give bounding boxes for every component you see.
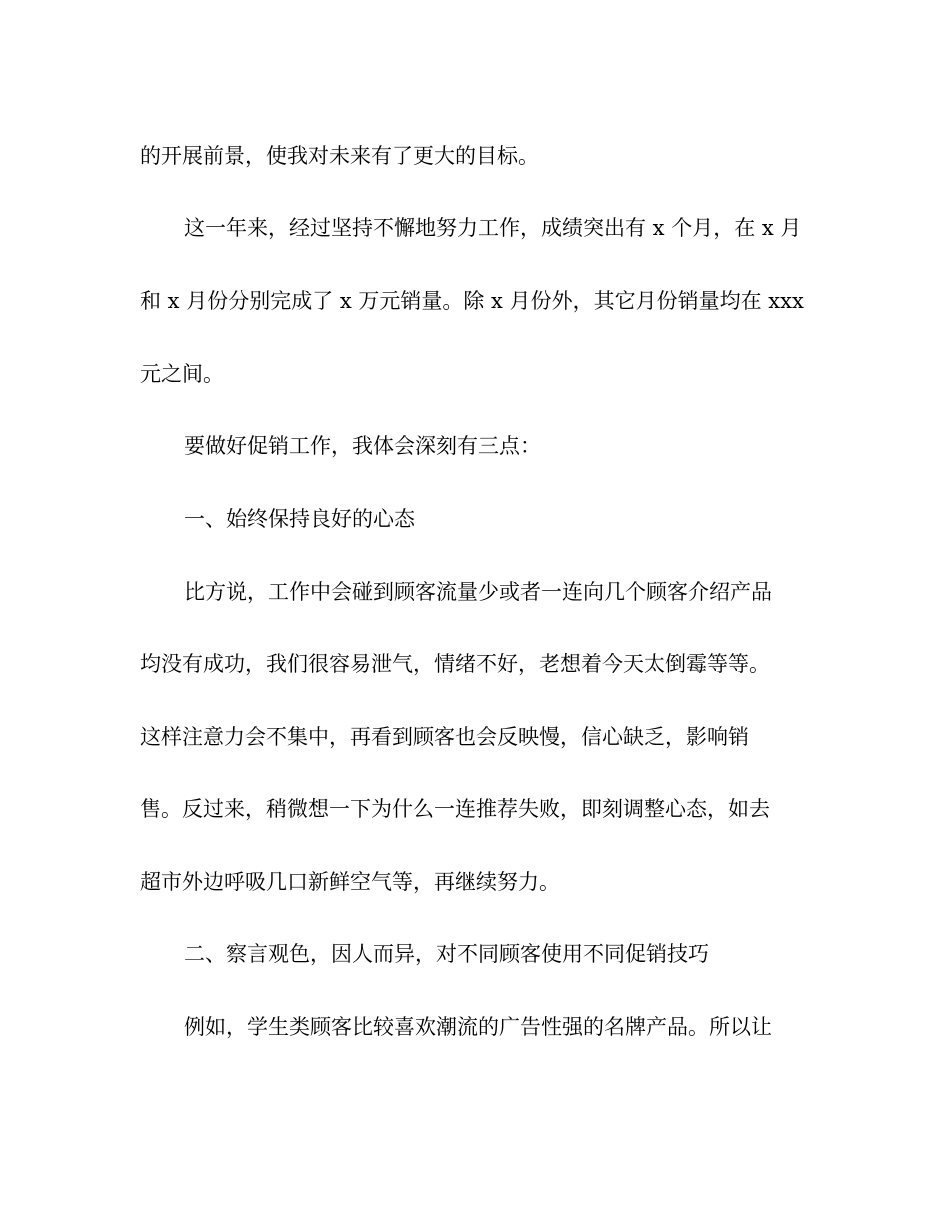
section-heading: 一、始终保持良好的心态 bbox=[184, 507, 415, 531]
paragraph-line: 比方说，工作中会碰到顾客流量少或者一连向几个顾客介绍产品 bbox=[184, 580, 772, 604]
paragraph-line: 元之间。 bbox=[140, 362, 224, 386]
paragraph-line: 售。反过来，稍微想一下为什么一连推荐失败，即刻调整心态，如去 bbox=[140, 797, 770, 821]
paragraph-line: 这样注意力会不集中，再看到顾客也会反映慢，信心缺乏，影响销 bbox=[140, 725, 749, 749]
paragraph-line: 和 x 月份分别完成了 x 万元销量。除 x 月份外，其它月份销量均在 xxx bbox=[140, 289, 804, 313]
paragraph-line: 超市外边呼吸几口新鲜空气等，再继续努力。 bbox=[140, 870, 560, 894]
paragraph-line: 要做好促销工作，我体会深刻有三点： bbox=[184, 434, 541, 458]
section-heading: 二、察言观色，因人而异，对不同顾客使用不同促销技巧 bbox=[184, 942, 709, 966]
paragraph-line: 这一年来，经过坚持不懈地努力工作，成绩突出有 x 个月，在 x 月 bbox=[184, 216, 802, 240]
paragraph-line: 均没有成功，我们很容易泄气，情绪不好，老想着今天太倒霉等等。 bbox=[140, 652, 770, 676]
paragraph-line: 的开展前景，使我对未来有了更大的目标。 bbox=[140, 144, 539, 168]
paragraph-line: 例如，学生类顾客比较喜欢潮流的广告性强的名牌产品。所以让 bbox=[184, 1015, 772, 1039]
